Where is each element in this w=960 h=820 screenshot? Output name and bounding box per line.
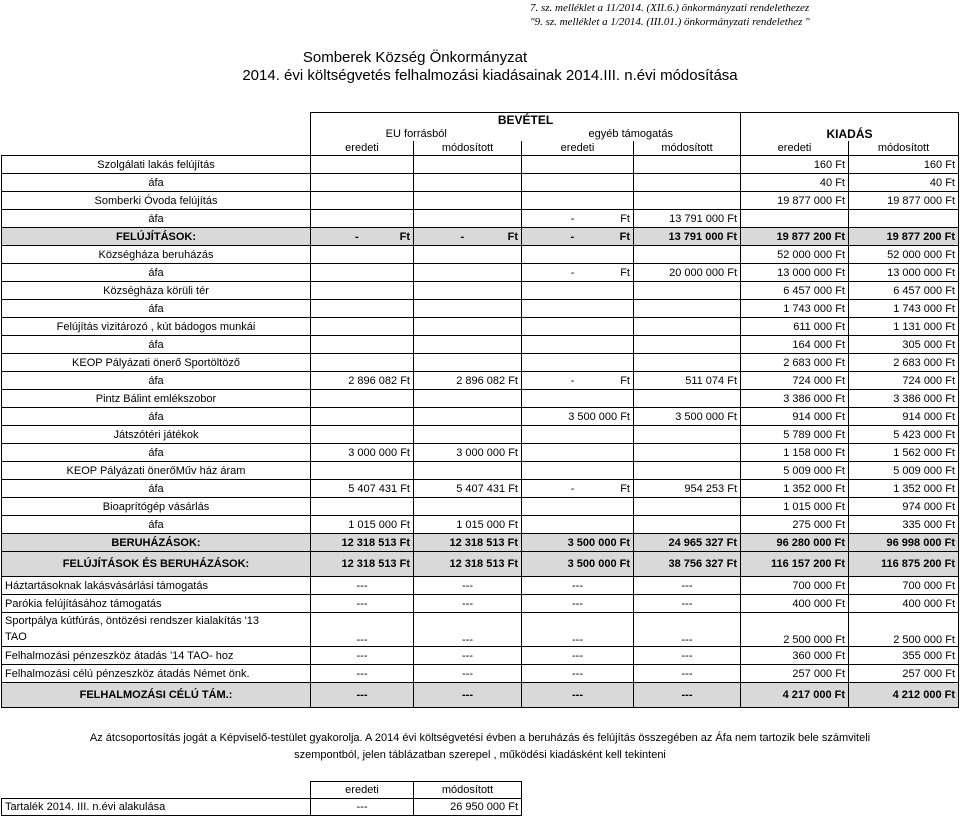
cell-col-4: --- xyxy=(634,595,741,613)
row-label: BERUHÁZÁSOK: xyxy=(2,534,311,552)
cell-col-3 xyxy=(522,246,634,264)
cell-col-4 xyxy=(634,156,741,174)
dash-amount: - Ft xyxy=(570,374,630,387)
reserve-table xyxy=(1,781,522,816)
table-row xyxy=(2,613,959,647)
row-label: Felhalmozási célú pénzeszköz átadás Német önk. xyxy=(2,665,311,683)
row-label: áfa xyxy=(2,174,311,192)
cell-col-1 xyxy=(311,246,414,264)
header-eredeti-eu: eredeti xyxy=(311,141,414,156)
row-label: áfa xyxy=(2,210,311,228)
row-label: áfa xyxy=(2,336,311,354)
cell-col-1 xyxy=(311,408,414,426)
cell-col-5: 5 789 000 Ft xyxy=(741,426,849,444)
cell-col-3 xyxy=(522,210,634,228)
cell-col-2 xyxy=(414,498,522,516)
cell-col-6: 724 000 Ft xyxy=(849,372,959,390)
row-label: áfa xyxy=(2,264,311,282)
row-label: KEOP Pályázati önerőMűv ház áram xyxy=(2,462,311,480)
table-row xyxy=(2,336,959,354)
cell-col-2: --- xyxy=(414,665,522,683)
cell-col-2 xyxy=(414,408,522,426)
cell-col-1 xyxy=(311,336,414,354)
cell-col-3: --- xyxy=(522,647,634,665)
reference-line-2: "9. sz. melléklet a 1/2014. (III.01.) önkormányzati rendelethez " xyxy=(530,16,810,28)
row-label: Községháza beruházás xyxy=(2,246,311,264)
cell-col-3: 3 500 000 Ft xyxy=(522,552,634,577)
cell-col-3: --- xyxy=(522,613,634,647)
cell-col-2 xyxy=(414,426,522,444)
cell-col-1: --- xyxy=(311,683,414,708)
cell-col-3 xyxy=(522,480,634,498)
cell-col-2 xyxy=(414,156,522,174)
cell-col-3 xyxy=(522,444,634,462)
cell-col-3 xyxy=(522,462,634,480)
table-row xyxy=(2,354,959,372)
header-modositott-egyeb: módosított xyxy=(634,141,741,156)
cell-col-4: 13 791 000 Ft xyxy=(634,210,741,228)
cell-col-4 xyxy=(634,174,741,192)
cell-col-6: 4 212 000 Ft xyxy=(849,683,959,708)
cell-col-1 xyxy=(311,210,414,228)
cell-col-6: 160 Ft xyxy=(849,156,959,174)
cell-col-1: 5 407 431 Ft xyxy=(311,480,414,498)
reference-note xyxy=(530,1,810,29)
cell-col-4: --- xyxy=(634,613,741,647)
table-row xyxy=(2,498,959,516)
table-row xyxy=(2,264,959,282)
cell-col-5: 96 280 000 Ft xyxy=(741,534,849,552)
cell-col-2: 12 318 513 Ft xyxy=(414,534,522,552)
cell-col-3: --- xyxy=(522,595,634,613)
cell-col-1: 1 015 000 Ft xyxy=(311,516,414,534)
cell-col-2 xyxy=(414,246,522,264)
cell-col-6: 5 009 000 Ft xyxy=(849,462,959,480)
cell-col-4 xyxy=(634,192,741,210)
cell-col-3 xyxy=(522,282,634,300)
cell-col-5: 1 158 000 Ft xyxy=(741,444,849,462)
table-row xyxy=(2,282,959,300)
table-row xyxy=(2,647,959,665)
row-label: KEOP Pályázati önerő Sportöltöző xyxy=(2,354,311,372)
header-egyeb: egyéb támogatás xyxy=(522,127,741,141)
header-modositott-eu: módosított xyxy=(414,141,522,156)
cell-col-1 xyxy=(311,390,414,408)
cell-col-1 xyxy=(311,498,414,516)
footnote-line-2: szempontból, jelen táblázatban szerepel , működési kiadásként kell tekinteni xyxy=(294,749,666,761)
cell-col-6: 1 352 000 Ft xyxy=(849,480,959,498)
table-row xyxy=(2,318,959,336)
cell-col-4: 3 500 000 Ft xyxy=(634,408,741,426)
row-label: Községháza körüli tér xyxy=(2,282,311,300)
cell-col-4: --- xyxy=(634,577,741,595)
cell-col-2 xyxy=(414,462,522,480)
row-label: áfa xyxy=(2,300,311,318)
row-label: FELÚJÍTÁSOK: xyxy=(2,228,311,246)
cell-col-3: --- xyxy=(522,683,634,708)
cell-col-3 xyxy=(522,516,634,534)
dash-amount: - Ft xyxy=(460,230,518,243)
cell-col-4 xyxy=(634,300,741,318)
cell-col-3 xyxy=(522,156,634,174)
cell-col-3: 3 500 000 Ft xyxy=(522,534,634,552)
cell-col-1 xyxy=(311,228,414,246)
cell-col-1 xyxy=(311,300,414,318)
cell-col-1: --- xyxy=(311,665,414,683)
cell-col-6: 914 000 Ft xyxy=(849,408,959,426)
cell-col-1: 2 896 082 Ft xyxy=(311,372,414,390)
dash-amount: - Ft xyxy=(570,212,630,225)
cell-col-5: 3 386 000 Ft xyxy=(741,390,849,408)
row-label: Bioaprítógép vásárlás xyxy=(2,498,311,516)
cell-col-1 xyxy=(311,174,414,192)
cell-col-1 xyxy=(311,462,414,480)
cell-col-5: 1 015 000 Ft xyxy=(741,498,849,516)
row-label: áfa xyxy=(2,372,311,390)
cell-col-5: 700 000 Ft xyxy=(741,577,849,595)
cell-col-6: 6 457 000 Ft xyxy=(849,282,959,300)
cell-col-6: 974 000 Ft xyxy=(849,498,959,516)
cell-col-6: 1 131 000 Ft xyxy=(849,318,959,336)
cell-col-4 xyxy=(634,498,741,516)
header-kiadas: KIADÁS xyxy=(741,127,959,141)
header-modositott-kiadas: módosított xyxy=(849,141,959,156)
cell-col-1 xyxy=(311,318,414,336)
row-label: áfa xyxy=(2,516,311,534)
cell-col-4 xyxy=(634,444,741,462)
cell-col-5: 1 743 000 Ft xyxy=(741,300,849,318)
cell-col-1 xyxy=(311,354,414,372)
cell-col-5: 400 000 Ft xyxy=(741,595,849,613)
cell-col-6: 1 562 000 Ft xyxy=(849,444,959,462)
summary-row xyxy=(2,228,959,246)
cell-col-3: --- xyxy=(522,577,634,595)
header-bevetel: BEVÉTEL xyxy=(311,113,741,128)
cell-col-1: --- xyxy=(311,613,414,647)
cell-col-5: 611 000 Ft xyxy=(741,318,849,336)
table-row xyxy=(2,390,959,408)
cell-col-4 xyxy=(634,390,741,408)
cell-col-6 xyxy=(849,210,959,228)
table-row xyxy=(2,426,959,444)
cell-col-2 xyxy=(414,354,522,372)
cell-col-2 xyxy=(414,264,522,282)
cell-col-5: 914 000 Ft xyxy=(741,408,849,426)
cell-col-4 xyxy=(634,282,741,300)
document-title: 2014. évi költségvetés felhalmozási kiadásainak 2014.III. n.évi módosítása xyxy=(242,67,738,84)
table-row xyxy=(2,156,959,174)
table-row xyxy=(2,372,959,390)
cell-col-4: 511 074 Ft xyxy=(634,372,741,390)
cell-col-5: 160 Ft xyxy=(741,156,849,174)
table-row xyxy=(2,174,959,192)
row-label: Szolgálati lakás felújítás xyxy=(2,156,311,174)
reference-line-1: 7. sz. melléklet a 11/2014. (XII.6.) önkormányzati rendelethezez xyxy=(530,2,810,14)
table-row xyxy=(2,300,959,318)
cell-col-6: 305 000 Ft xyxy=(849,336,959,354)
cell-col-3 xyxy=(522,228,634,246)
cell-col-3 xyxy=(522,336,634,354)
cell-col-6: 52 000 000 Ft xyxy=(849,246,959,264)
cell-col-6: 2 683 000 Ft xyxy=(849,354,959,372)
cell-col-5: 5 009 000 Ft xyxy=(741,462,849,480)
cell-col-5: 1 352 000 Ft xyxy=(741,480,849,498)
footnote xyxy=(0,730,960,764)
cell-col-6: 2 500 000 Ft xyxy=(849,613,959,647)
cell-col-5: 724 000 Ft xyxy=(741,372,849,390)
summary-row xyxy=(2,552,959,577)
cell-col-5: 52 000 000 Ft xyxy=(741,246,849,264)
row-label: Somberki Óvoda felújítás xyxy=(2,192,311,210)
cell-col-6: 116 875 200 Ft xyxy=(849,552,959,577)
cell-col-6: 19 877 200 Ft xyxy=(849,228,959,246)
cell-col-4 xyxy=(634,354,741,372)
row-label: áfa xyxy=(2,408,311,426)
cell-col-2 xyxy=(414,282,522,300)
cell-col-2: --- xyxy=(414,577,522,595)
cell-col-6: 5 423 000 Ft xyxy=(849,426,959,444)
cell-col-3 xyxy=(522,390,634,408)
table-row xyxy=(2,462,959,480)
cell-col-5: 164 000 Ft xyxy=(741,336,849,354)
cell-col-2: 5 407 431 Ft xyxy=(414,480,522,498)
cell-col-6: 3 386 000 Ft xyxy=(849,390,959,408)
row-label: Felújítás vizitározó , kút bádogos munkái xyxy=(2,318,311,336)
cell-col-2: --- xyxy=(414,613,522,647)
row-label: Felhalmozási pénzeszköz átadás '14 TAO- hoz xyxy=(2,647,311,665)
organization-title: Somberek Község Önkormányzat xyxy=(302,49,528,66)
cell-col-2: 1 015 000 Ft xyxy=(414,516,522,534)
row-label: Pintz Bálint emlékszobor xyxy=(2,390,311,408)
cell-col-3 xyxy=(522,264,634,282)
cell-col-1: 12 318 513 Ft xyxy=(311,534,414,552)
row-label: Játszótéri játékok xyxy=(2,426,311,444)
cell-col-5: 2 500 000 Ft xyxy=(741,613,849,647)
reserve-header-modositott: módosított xyxy=(414,782,522,799)
cell-col-3 xyxy=(522,498,634,516)
header-eu: EU forrásból xyxy=(311,127,522,141)
cell-col-3 xyxy=(522,318,634,336)
cell-col-6: 1 743 000 Ft xyxy=(849,300,959,318)
cell-col-4 xyxy=(634,462,741,480)
table-row xyxy=(2,246,959,264)
cell-col-2 xyxy=(414,192,522,210)
cell-col-1: --- xyxy=(311,595,414,613)
reserve-modositott-value: 26 950 000 Ft xyxy=(414,799,522,816)
cell-col-6: 96 998 000 Ft xyxy=(849,534,959,552)
table-row xyxy=(2,516,959,534)
cell-col-5: 257 000 Ft xyxy=(741,665,849,683)
cell-col-3: 3 500 000 Ft xyxy=(522,408,634,426)
table-row xyxy=(2,192,959,210)
row-label: FELÚJÍTÁSOK ÉS BERUHÁZÁSOK: xyxy=(2,552,311,577)
footnote-line-1: Az átcsoportosítás jogát a Képviselő-testület gyakorolja. A 2014 évi költségvetési évben a beruházás és felújítás összegében az Áfa nem tartozik bele számviteli xyxy=(89,732,871,744)
dash-amount: - Ft xyxy=(570,482,630,495)
cell-col-1 xyxy=(311,156,414,174)
cell-col-6: 335 000 Ft xyxy=(849,516,959,534)
cell-col-3 xyxy=(522,300,634,318)
row-label: áfa xyxy=(2,444,311,462)
header-eredeti-egyeb: eredeti xyxy=(522,141,634,156)
table-row xyxy=(2,444,959,462)
cell-col-5: 2 683 000 Ft xyxy=(741,354,849,372)
cell-col-2 xyxy=(414,318,522,336)
cell-col-1 xyxy=(311,192,414,210)
cell-col-5: 275 000 Ft xyxy=(741,516,849,534)
table-row xyxy=(2,480,959,498)
row-label: Háztartásoknak lakásvásárlási támogatás xyxy=(2,577,311,595)
header-eredeti-kiadas: eredeti xyxy=(741,141,849,156)
cell-col-1: --- xyxy=(311,647,414,665)
cell-col-5: 360 000 Ft xyxy=(741,647,849,665)
cell-col-3 xyxy=(522,426,634,444)
cell-col-4: 13 791 000 Ft xyxy=(634,228,741,246)
dash-amount: - Ft xyxy=(570,230,630,243)
summary-row xyxy=(2,534,959,552)
cell-col-2: 2 896 082 Ft xyxy=(414,372,522,390)
table-row xyxy=(2,210,959,228)
cell-col-4: 20 000 000 Ft xyxy=(634,264,741,282)
row-label: Sportpálya kútfúrás, öntözési rendszer kialakítás '13 TAO xyxy=(2,613,311,647)
row-label: áfa xyxy=(2,480,311,498)
cell-col-2: --- xyxy=(414,647,522,665)
table-row xyxy=(2,595,959,613)
cell-col-4 xyxy=(634,336,741,354)
cell-col-1: 3 000 000 Ft xyxy=(311,444,414,462)
cell-col-1 xyxy=(311,282,414,300)
cell-col-6: 19 877 000 Ft xyxy=(849,192,959,210)
cell-col-4 xyxy=(634,516,741,534)
cell-col-4: --- xyxy=(634,665,741,683)
cell-col-5: 116 157 200 Ft xyxy=(741,552,849,577)
cell-col-6: 257 000 Ft xyxy=(849,665,959,683)
cell-col-1: --- xyxy=(311,577,414,595)
cell-col-2 xyxy=(414,300,522,318)
budget-table xyxy=(1,112,959,708)
cell-col-5 xyxy=(741,210,849,228)
cell-col-4 xyxy=(634,318,741,336)
cell-col-3 xyxy=(522,354,634,372)
cell-col-4: 954 253 Ft xyxy=(634,480,741,498)
cell-col-5: 6 457 000 Ft xyxy=(741,282,849,300)
table-row xyxy=(2,408,959,426)
cell-col-5: 19 877 000 Ft xyxy=(741,192,849,210)
cell-col-2 xyxy=(414,390,522,408)
cell-col-5: 13 000 000 Ft xyxy=(741,264,849,282)
cell-col-4: 24 965 327 Ft xyxy=(634,534,741,552)
cell-col-2 xyxy=(414,174,522,192)
reserve-header-eredeti: eredeti xyxy=(311,782,414,799)
cell-col-2 xyxy=(414,210,522,228)
cell-col-3: --- xyxy=(522,665,634,683)
cell-col-3 xyxy=(522,372,634,390)
cell-col-4 xyxy=(634,426,741,444)
summary-row xyxy=(2,683,959,708)
cell-col-4 xyxy=(634,246,741,264)
cell-col-6: 13 000 000 Ft xyxy=(849,264,959,282)
cell-col-6: 400 000 Ft xyxy=(849,595,959,613)
row-label: Parókia felújításához támogatás xyxy=(2,595,311,613)
cell-col-2: --- xyxy=(414,683,522,708)
reserve-eredeti-value: --- xyxy=(311,799,414,816)
cell-col-3 xyxy=(522,174,634,192)
reserve-label: Tartalék 2014. III. n.évi alakulása xyxy=(2,799,311,816)
cell-col-6: 355 000 Ft xyxy=(849,647,959,665)
cell-col-4: 38 756 327 Ft xyxy=(634,552,741,577)
dash-amount: - Ft xyxy=(570,266,630,279)
cell-col-4: --- xyxy=(634,683,741,708)
cell-col-1 xyxy=(311,264,414,282)
cell-col-4: --- xyxy=(634,647,741,665)
cell-col-2: --- xyxy=(414,595,522,613)
cell-col-1: 12 318 513 Ft xyxy=(311,552,414,577)
cell-col-5: 4 217 000 Ft xyxy=(741,683,849,708)
cell-col-3 xyxy=(522,192,634,210)
cell-col-2: 3 000 000 Ft xyxy=(414,444,522,462)
cell-col-2 xyxy=(414,228,522,246)
table-row xyxy=(2,665,959,683)
dash-amount: - Ft xyxy=(354,230,410,243)
cell-col-2: 12 318 513 Ft xyxy=(414,552,522,577)
cell-col-1 xyxy=(311,426,414,444)
table-row xyxy=(2,577,959,595)
cell-col-2 xyxy=(414,336,522,354)
cell-col-6: 40 Ft xyxy=(849,174,959,192)
cell-col-5: 19 877 200 Ft xyxy=(741,228,849,246)
row-label: FELHALMOZÁSI CÉLÚ TÁM.: xyxy=(2,683,311,708)
cell-col-6: 700 000 Ft xyxy=(849,577,959,595)
cell-col-5: 40 Ft xyxy=(741,174,849,192)
